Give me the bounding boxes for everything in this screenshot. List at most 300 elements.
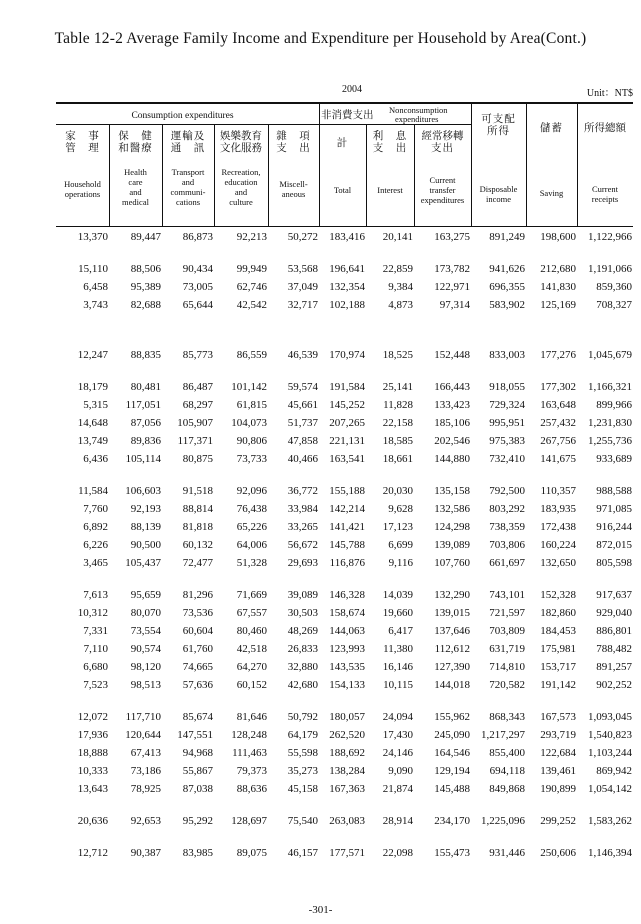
- table-cell: 9,090: [388, 765, 413, 777]
- table-cell: 97,314: [439, 299, 470, 311]
- table-cell: 111,463: [232, 747, 267, 759]
- table-cell: 1,540,823: [588, 729, 632, 741]
- col-zh-2: 支 出: [372, 142, 408, 154]
- col-en-line: transfer: [429, 184, 456, 195]
- table-cell: 55,867: [182, 765, 213, 777]
- table-cell: 123,993: [329, 643, 365, 655]
- table-row: [56, 346, 633, 364]
- table-cell: 202,546: [434, 435, 470, 447]
- table-cell: 32,717: [287, 299, 318, 311]
- table-cell: 144,063: [329, 625, 365, 637]
- table-cell: 87,056: [130, 417, 161, 429]
- table-cell: 122,684: [540, 747, 576, 759]
- col-disposable-income: [471, 184, 526, 204]
- table-cell: 81,646: [236, 711, 267, 723]
- table-cell: 891,257: [596, 661, 632, 673]
- table-cell: 184,453: [540, 625, 576, 637]
- table-cell: 833,003: [489, 349, 525, 361]
- table-cell: 125,169: [540, 299, 576, 311]
- table-cell: 17,936: [77, 729, 108, 741]
- spacer-cell: [56, 830, 633, 844]
- table-cell: 25,141: [382, 381, 413, 393]
- table-row: [56, 432, 633, 450]
- saving-zh-header: 儲蓄: [540, 123, 563, 134]
- table-cell: 64,179: [287, 729, 318, 741]
- table-cell: 128,248: [231, 729, 267, 741]
- table-cell: 142,214: [329, 503, 365, 515]
- table-cell: 18,179: [77, 381, 108, 393]
- col-en-line: medical: [122, 197, 149, 208]
- table-cell: 869,942: [596, 765, 632, 777]
- col-zh-1: 經常移轉: [421, 131, 464, 142]
- table-cell: 299,252: [540, 815, 576, 827]
- col-en-line: Saving: [539, 188, 564, 198]
- table-row: [56, 450, 633, 468]
- spacer-cell: [56, 798, 633, 812]
- table-cell: 792,500: [489, 485, 525, 497]
- table-cell: 33,984: [287, 503, 318, 515]
- table-cell: 6,892: [83, 521, 108, 533]
- disposable-zh-line2: 所得: [487, 125, 510, 137]
- table-cell: 583,902: [489, 299, 525, 311]
- table-row: [56, 396, 633, 414]
- table-cell: 42,680: [287, 679, 318, 691]
- table-cell: 117,051: [125, 399, 161, 411]
- table-row: [56, 482, 633, 500]
- table-cell: 250,606: [540, 847, 576, 859]
- table-cell: 207,265: [329, 417, 365, 429]
- table-cell: 6,680: [83, 661, 108, 673]
- table-cell: 60,132: [182, 539, 213, 551]
- table-cell: 988,588: [596, 485, 632, 497]
- table-cell: 42,518: [236, 643, 267, 655]
- table-cell: 185,106: [434, 417, 470, 429]
- table-cell: 155,188: [329, 485, 365, 497]
- table-cell: 146,328: [329, 589, 365, 601]
- table-cell: 1,231,830: [588, 417, 632, 429]
- col-en-line: Transport: [171, 166, 205, 177]
- table-cell: 12,712: [77, 847, 108, 859]
- table-cell: 92,193: [130, 503, 161, 515]
- table-cell: 88,506: [130, 263, 161, 275]
- table-cell: 9,116: [388, 557, 413, 569]
- table-cell: 45,158: [287, 783, 318, 795]
- table-cell: 163,648: [540, 399, 576, 411]
- table-cell: 65,644: [182, 299, 213, 311]
- table-cell: 104,073: [231, 417, 267, 429]
- table-cell: 167,573: [540, 711, 576, 723]
- table-cell: 132,290: [434, 589, 470, 601]
- table-cell: 139,089: [434, 539, 470, 551]
- receipts-zh-header: 所得總額: [584, 123, 626, 134]
- table-cell: 51,737: [287, 417, 318, 429]
- table-row: [56, 554, 633, 572]
- table-cell: 1,166,321: [588, 381, 632, 393]
- table-cell: 81,818: [182, 521, 213, 533]
- table-cell: 53,568: [287, 263, 318, 275]
- table-cell: 90,574: [130, 643, 161, 655]
- table-cell: 167,363: [329, 783, 365, 795]
- table-cell: 30,503: [287, 607, 318, 619]
- table-row: [56, 640, 633, 658]
- table-row: [56, 622, 633, 640]
- table-cell: 175,981: [540, 643, 576, 655]
- table-cell: 106,603: [125, 485, 161, 497]
- table-cell: 7,110: [83, 643, 108, 655]
- table-cell: 117,371: [177, 435, 213, 447]
- table-cell: 105,114: [125, 453, 161, 465]
- table-cell: 9,384: [388, 281, 413, 293]
- col-zh-1: 娛樂教育: [220, 131, 262, 142]
- col-zh-2: 管 理: [65, 142, 100, 154]
- table-cell: 48,269: [287, 625, 318, 637]
- table-cell: 68,297: [182, 399, 213, 411]
- spacer-row: [56, 572, 633, 586]
- col-zh-1: 保 健: [118, 131, 153, 142]
- col-en-line: communi-: [170, 186, 206, 197]
- table-cell: 105,437: [125, 557, 161, 569]
- spacer-row: [56, 364, 633, 378]
- table-cell: 24,094: [382, 711, 413, 723]
- table-cell: 56,672: [287, 539, 318, 551]
- col-en-line: Current: [592, 184, 618, 194]
- table-cell: 127,390: [434, 661, 470, 673]
- table-cell: 19,660: [382, 607, 413, 619]
- col-en-line: Recreation,: [221, 166, 261, 177]
- table-cell: 55,598: [287, 747, 318, 759]
- col-en-line: cations: [175, 197, 201, 208]
- table-cell: 51,328: [236, 557, 267, 569]
- table-cell: 139,015: [434, 607, 470, 619]
- table-cell: 40,466: [287, 453, 318, 465]
- table-cell: 212,680: [540, 263, 576, 275]
- table-cell: 35,273: [287, 765, 318, 777]
- table-cell: 89,836: [130, 435, 161, 447]
- table-cell: 886,801: [596, 625, 632, 637]
- table-cell: 177,276: [540, 349, 576, 361]
- table-row: [56, 278, 633, 296]
- col-interest: [366, 131, 414, 195]
- col-en-line: and: [181, 176, 195, 187]
- spacer-row: [56, 246, 633, 260]
- table-cell: 703,806: [489, 539, 525, 551]
- table-cell: 95,389: [130, 281, 161, 293]
- table-cell: 86,487: [182, 381, 213, 393]
- table-cell: 86,873: [182, 231, 213, 243]
- table-cell: 155,473: [434, 847, 470, 859]
- table-cell: 26,833: [287, 643, 318, 655]
- spacer-cell: [56, 364, 633, 378]
- table-cell: 7,760: [83, 503, 108, 515]
- table-cell: 133,423: [434, 399, 470, 411]
- table-cell: 1,217,297: [481, 729, 525, 741]
- col-saving: [526, 188, 577, 198]
- col-en-line: and: [234, 186, 248, 197]
- table-cell: 145,788: [329, 539, 365, 551]
- table-cell: 47,858: [287, 435, 318, 447]
- table-cell: 88,636: [236, 783, 267, 795]
- table-cell: 67,557: [236, 607, 267, 619]
- table-cell: 138,284: [329, 765, 365, 777]
- table-row: [56, 260, 633, 278]
- page-number: -301-: [308, 904, 333, 916]
- table-cell: 147,551: [177, 729, 213, 741]
- table-cell: 11,584: [78, 485, 108, 497]
- table-cell: 1,093,045: [588, 711, 632, 723]
- table-row: [56, 586, 633, 604]
- table-cell: 899,966: [596, 399, 632, 411]
- table-cell: 13,643: [77, 783, 108, 795]
- table-cell: 135,158: [434, 485, 470, 497]
- table-cell: 263,083: [329, 815, 365, 827]
- spacer-cell: [56, 314, 633, 346]
- col-en-line: income: [485, 194, 512, 205]
- col-en-line: Health: [124, 166, 147, 177]
- table-cell: 17,430: [382, 729, 413, 741]
- table-cell: 163,275: [434, 231, 470, 243]
- table-cell: 32,880: [287, 661, 318, 673]
- table-cell: 918,055: [489, 381, 525, 393]
- table-cell: 124,298: [434, 521, 470, 533]
- table-cell: 95,659: [130, 589, 161, 601]
- table-cell: 46,157: [287, 847, 318, 859]
- table-cell: 81,296: [182, 589, 213, 601]
- table-cell: 60,152: [236, 679, 267, 691]
- table-cell: 98,120: [130, 661, 161, 673]
- table-cell: 180,057: [329, 711, 365, 723]
- table-row: [56, 296, 633, 314]
- table-cell: 738,359: [489, 521, 525, 533]
- table-row: [56, 762, 633, 780]
- table-cell: 18,525: [382, 349, 413, 361]
- table-cell: 20,636: [77, 815, 108, 827]
- table-cell: 788,482: [596, 643, 632, 655]
- table-row: [56, 378, 633, 396]
- table-cell: 190,899: [540, 783, 576, 795]
- table-cell: 13,370: [77, 231, 108, 243]
- table-cell: 132,586: [434, 503, 470, 515]
- table-cell: 132,650: [540, 557, 576, 569]
- col-en-line: and: [129, 186, 142, 197]
- table-cell: 79,373: [236, 765, 267, 777]
- table-cell: 14,648: [77, 417, 108, 429]
- table-cell: 3,743: [83, 299, 108, 311]
- table-cell: 152,448: [434, 349, 470, 361]
- table-cell: 177,302: [540, 381, 576, 393]
- table-cell: 145,252: [329, 399, 365, 411]
- table-cell: 929,040: [596, 607, 632, 619]
- table-cell: 6,417: [388, 625, 413, 637]
- table-cell: 110,357: [540, 485, 576, 497]
- table-body: [56, 228, 633, 862]
- table-cell: 6,436: [83, 453, 108, 465]
- table-cell: 92,213: [236, 231, 267, 243]
- table-cell: 941,626: [489, 263, 525, 275]
- table-cell: 33,265: [287, 521, 318, 533]
- table-cell: 245,090: [434, 729, 470, 741]
- table-cell: 36,772: [287, 485, 318, 497]
- table-cell: 10,333: [77, 765, 108, 777]
- table-cell: 90,387: [130, 847, 161, 859]
- col-zh-1: 雜 項: [276, 131, 311, 142]
- table-cell: 61,760: [182, 643, 213, 655]
- table-row: [56, 414, 633, 432]
- table-cell: 87,038: [182, 783, 213, 795]
- table-row: [56, 708, 633, 726]
- table-cell: 868,343: [489, 711, 525, 723]
- table-cell: 80,875: [182, 453, 213, 465]
- table-cell: 78,925: [130, 783, 161, 795]
- table-cell: 177,571: [329, 847, 365, 859]
- table-cell: 102,188: [329, 299, 365, 311]
- unit-label: Unit：NT$: [586, 88, 633, 99]
- table-cell: 1,583,262: [588, 815, 632, 827]
- table-row: [56, 676, 633, 694]
- table-cell: 144,018: [434, 679, 470, 691]
- table-cell: 99,949: [236, 263, 267, 275]
- col-total: [319, 138, 366, 195]
- table-cell: 90,500: [130, 539, 161, 551]
- spacer-row: [56, 314, 633, 346]
- col-miscellaneous: [268, 131, 319, 199]
- table-cell: 22,859: [382, 263, 413, 275]
- table-cell: 971,085: [596, 503, 632, 515]
- table-cell: 631,719: [489, 643, 525, 655]
- table-row: [56, 500, 633, 518]
- table-cell: 1,225,096: [481, 815, 525, 827]
- table-cell: 145,488: [434, 783, 470, 795]
- table-cell: 64,006: [236, 539, 267, 551]
- table-cell: 152,328: [540, 589, 576, 601]
- col-health-care: [109, 131, 162, 207]
- table-cell: 267,756: [540, 435, 576, 447]
- col-en-line: operations: [64, 188, 101, 199]
- table-cell: 1,255,736: [588, 435, 632, 447]
- table-cell: 4,873: [388, 299, 413, 311]
- table-cell: 20,141: [382, 231, 413, 243]
- table-cell: 22,098: [382, 847, 413, 859]
- table-cell: 89,447: [130, 231, 161, 243]
- table-cell: 18,888: [77, 747, 108, 759]
- table-cell: 22,158: [382, 417, 413, 429]
- table-cell: 105,907: [177, 417, 213, 429]
- table-cell: 91,518: [182, 485, 213, 497]
- table-cell: 14,039: [382, 589, 413, 601]
- table-cell: 120,644: [125, 729, 161, 741]
- col-en-line: Miscell-: [279, 178, 308, 189]
- table-cell: 694,118: [489, 765, 525, 777]
- table-cell: 61,815: [236, 399, 267, 411]
- table-cell: 86,559: [236, 349, 267, 361]
- table-cell: 859,360: [596, 281, 632, 293]
- table-cell: 703,809: [489, 625, 525, 637]
- table-cell: 1,103,244: [588, 747, 632, 759]
- col-zh-2: 和醫療: [118, 142, 153, 154]
- table-cell: 24,146: [382, 747, 413, 759]
- table-cell: 1,054,142: [588, 783, 632, 795]
- spacer-cell: [56, 468, 633, 482]
- table-cell: 849,868: [489, 783, 525, 795]
- disposable-zh-header: [471, 114, 526, 138]
- consumption-group-header: Consumption expenditures: [131, 111, 234, 121]
- spacer-row: [56, 830, 633, 844]
- table-cell: 117,710: [125, 711, 161, 723]
- table-cell: 37,049: [287, 281, 318, 293]
- table-cell: 29,693: [287, 557, 318, 569]
- col-en-line: care: [128, 176, 143, 187]
- table-cell: 7,331: [83, 625, 108, 637]
- spacer-cell: [56, 246, 633, 260]
- table-row: [56, 744, 633, 762]
- table-cell: 729,324: [489, 399, 525, 411]
- table-cell: 12,072: [77, 711, 108, 723]
- table-cell: 128,697: [231, 815, 267, 827]
- table-cell: 160,224: [540, 539, 576, 551]
- spacer-cell: [56, 572, 633, 586]
- table-cell: 173,782: [434, 263, 470, 275]
- table-cell: 9,628: [388, 503, 413, 515]
- table-cell: 11,380: [383, 643, 413, 655]
- col-en-line: Household: [64, 178, 101, 189]
- table-cell: 153,717: [540, 661, 576, 673]
- table-cell: 183,416: [329, 231, 365, 243]
- table-cell: 6,226: [83, 539, 108, 551]
- table-cell: 995,951: [489, 417, 525, 429]
- table-cell: 64,270: [236, 661, 267, 673]
- nonconsumption-en-1: Nonconsumption: [389, 105, 448, 115]
- table-cell: 39,089: [287, 589, 318, 601]
- table-cell: 293,719: [540, 729, 576, 741]
- col-en-line: receipts: [591, 194, 619, 205]
- col-en: [268, 179, 319, 199]
- table-row: [56, 844, 633, 862]
- table-cell: 92,653: [130, 815, 161, 827]
- table-cell: 20,030: [382, 485, 413, 497]
- table-cell: 916,244: [596, 521, 632, 533]
- table-row: [56, 536, 633, 554]
- table-cell: 71,669: [236, 589, 267, 601]
- top-rule: [56, 102, 633, 104]
- table-cell: 166,443: [434, 381, 470, 393]
- col-zh-2: 通 訊: [170, 142, 206, 154]
- col-zh-2: 支出: [431, 142, 454, 154]
- table-cell: 112,612: [434, 643, 470, 655]
- table-cell: 94,968: [182, 747, 213, 759]
- table-cell: 931,446: [489, 847, 525, 859]
- table-cell: 141,675: [540, 453, 576, 465]
- col-zh-1: 家 事: [65, 131, 100, 142]
- table-cell: 90,806: [236, 435, 267, 447]
- table-cell: 80,070: [130, 607, 161, 619]
- col-zh-2: 支 出: [276, 142, 311, 154]
- spacer-cell: [56, 694, 633, 708]
- spacer-row: [56, 468, 633, 482]
- table-row: [56, 812, 633, 830]
- table-cell: 83,985: [182, 847, 213, 859]
- table-cell: 65,226: [236, 521, 267, 533]
- table-cell: 198,600: [540, 231, 576, 243]
- table-cell: 975,383: [489, 435, 525, 447]
- table-cell: 10,312: [77, 607, 108, 619]
- year-label: 2004: [342, 84, 362, 95]
- table-cell: 5,315: [83, 399, 108, 411]
- table-cell: 191,584: [329, 381, 365, 393]
- table-cell: 75,540: [287, 815, 318, 827]
- table-cell: 1,045,679: [588, 349, 632, 361]
- table-cell: 143,535: [329, 661, 365, 673]
- table-cell: 57,636: [182, 679, 213, 691]
- table-cell: 17,123: [382, 521, 413, 533]
